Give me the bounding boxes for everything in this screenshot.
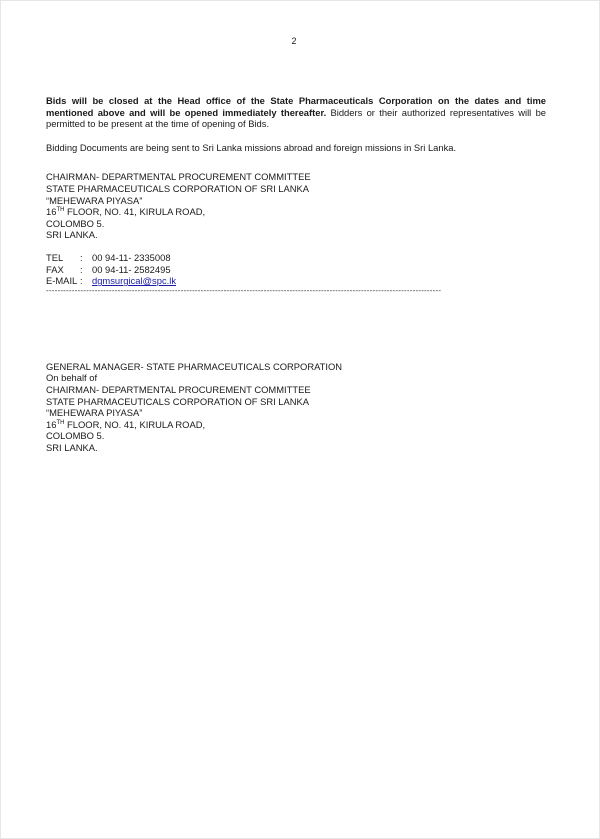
address-line: SRI LANKA. [46,229,98,241]
contact-block [46,252,546,287]
fax-separator: : [80,263,83,275]
address-floor-line [46,206,546,218]
floor-rest: FLOOR, NO. 41, KIRULA ROAD, [64,206,206,218]
email-separator: : [80,275,83,287]
address-line: CHAIRMAN- DEPARTMENTAL PROCUREMENT COMMITTEE [46,171,311,183]
email-row [46,275,546,287]
fax-value: 00 94-11- 2582495 [92,263,171,275]
email-link[interactable]: dgmsurgical@spc.lk [92,275,177,287]
floor-superscript: TH [56,207,65,214]
address-line: COLOMBO 5. [46,217,105,229]
address-line: COLOMBO 5. [46,430,105,442]
floor-superscript: TH [56,419,65,426]
tel-value: 00 94-11- 2335008 [92,251,171,263]
address-floor-line [46,419,546,431]
address-line: STATE PHARMACEUTICALS CORPORATION OF SRI LANKA [46,182,310,194]
floor-rest: FLOOR, NO. 41, KIRULA ROAD, [64,418,206,430]
bid-closing-bold-text: Bids will be closed at the Head office of the State Pharmaceuticals Corporation on the dates and time mentioned above and will be opened immediately thereafter. [46,95,546,118]
tel-separator: : [80,251,83,263]
address-line: CHAIRMAN- DEPARTMENTAL PROCUREMENT COMMITTEE [46,383,311,395]
tel-label: TEL [46,251,64,263]
bidding-documents-paragraph: Bidding Documents are being sent to Sri Lanka missions abroad and foreign missions in Sri Lanka. [46,141,457,153]
floor-number: 16 [46,206,57,218]
email-label: E-MAIL [46,275,78,287]
address-line: SRI LANKA. [46,441,98,453]
address-line: “MEHEWARA PIYASA” [46,407,143,419]
floor-number: 16 [46,418,57,430]
tel-row [46,252,546,264]
bid-closing-paragraph [46,95,546,130]
fax-row [46,264,546,276]
address-line: STATE PHARMACEUTICALS CORPORATION OF SRI LANKA [46,395,310,407]
fax-label: FAX [46,263,64,275]
dashed-divider: ------------------------------------------------------------------------------------------------------------------------------------------ [46,286,442,295]
general-manager-address-block [46,361,546,454]
address-line: “MEHEWARA PIYASA” [46,194,143,206]
address-line: GENERAL MANAGER- STATE PHARMACEUTICALS CORPORATION [46,360,343,372]
page-number: 2 [291,36,297,46]
chairman-address-block [46,171,546,241]
bid-closing-normal-text: Bidders or their authorized representatives will be permitted to be present at the time of opening of Bids. [46,106,546,130]
page-content [46,95,546,453]
address-line: On behalf of [46,372,98,384]
